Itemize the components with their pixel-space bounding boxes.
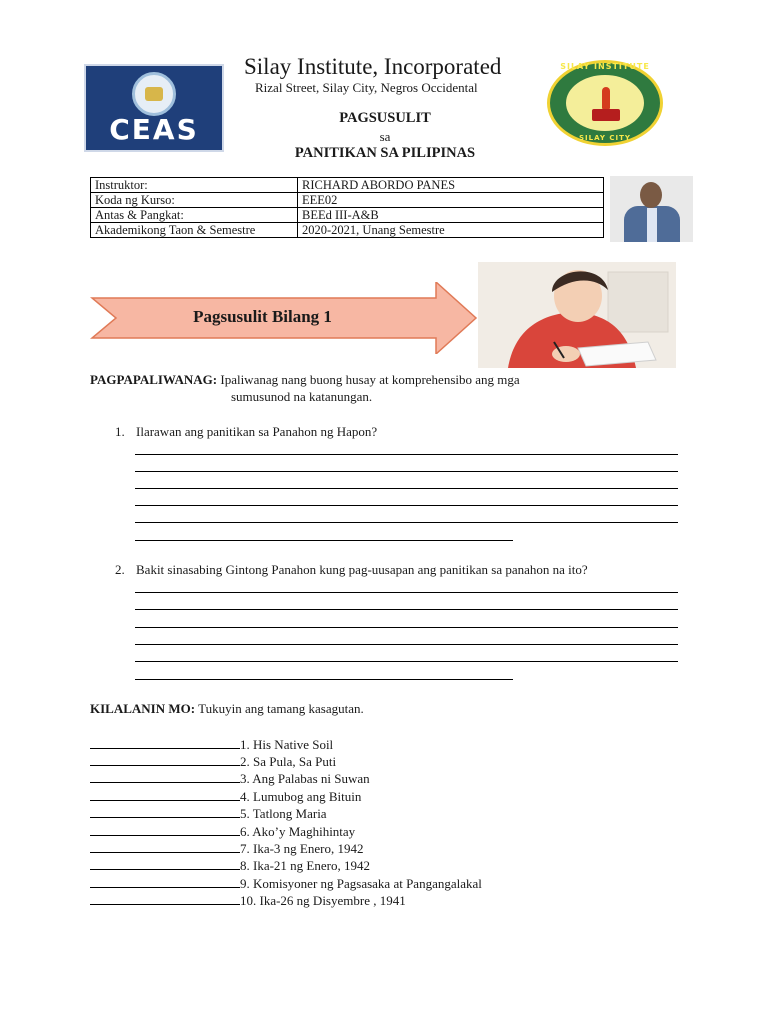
info-label: Antas & Pangkat: xyxy=(91,208,298,223)
photo-shirt xyxy=(647,208,657,242)
answer-line[interactable] xyxy=(135,522,678,523)
identification-text: Tukuyin ang tamang kasagutan. xyxy=(198,701,364,716)
answer-blank[interactable] xyxy=(90,788,240,801)
item-text: 8. Ika-21 ng Enero, 1942 xyxy=(240,858,370,873)
torch-icon xyxy=(602,87,610,109)
item-text: 2. Sa Pula, Sa Puti xyxy=(240,754,337,769)
answer-blank[interactable] xyxy=(90,892,240,905)
answer-blank[interactable] xyxy=(90,823,240,836)
item-text: 6. Ako’y Maghihintay xyxy=(240,824,356,839)
subject-title: PANITIKAN SA PILIPINAS xyxy=(294,145,476,161)
info-label: Koda ng Kurso: xyxy=(91,193,298,208)
question-text: Ilarawan ang panitikan sa Panahon ng Hapon? xyxy=(136,424,378,439)
list-item xyxy=(90,805,327,822)
ceas-logo xyxy=(84,64,224,152)
identification-heading: KILALANIN MO: xyxy=(90,701,196,716)
quiz-title: PAGSUSULIT xyxy=(339,110,431,126)
answer-line[interactable] xyxy=(135,592,678,593)
list-item xyxy=(90,892,406,909)
list-item xyxy=(90,840,363,857)
book-icon xyxy=(592,109,620,121)
seal-text-top: SILAY INSTITUTE xyxy=(560,62,650,71)
photo-head xyxy=(640,182,662,208)
list-item xyxy=(90,770,370,787)
instructor-photo xyxy=(610,176,693,242)
answer-blank[interactable] xyxy=(90,770,240,783)
item-text: 5. Tatlong Maria xyxy=(240,806,327,821)
ceas-logo-text: CEAS xyxy=(109,113,199,146)
instructions-heading: PAGPAPALIWANAG: xyxy=(90,372,218,387)
question-number: 2. xyxy=(115,562,125,577)
identification-instructions xyxy=(90,701,364,717)
answer-line[interactable] xyxy=(135,454,678,455)
answer-blank[interactable] xyxy=(90,857,240,870)
info-row xyxy=(91,208,604,223)
answer-line[interactable] xyxy=(135,661,678,662)
item-text: 3. Ang Palabas ni Suwan xyxy=(240,771,370,786)
instructions-line-1 xyxy=(90,372,520,388)
banner-label: Pagsusulit Bilang 1 xyxy=(193,307,332,326)
seal-text-bottom: SILAY CITY xyxy=(579,134,631,142)
list-item xyxy=(90,753,336,770)
answer-blank[interactable] xyxy=(90,840,240,853)
answer-line[interactable] xyxy=(135,540,513,541)
info-value: 2020-2021, Unang Semestre xyxy=(298,223,604,238)
item-text: 4. Lumubog ang Bituin xyxy=(240,789,362,804)
instructions-text: Ipaliwanag nang buong husay at komprehensibo ang mga xyxy=(220,372,520,387)
info-value: BEEd III-A&B xyxy=(298,208,604,223)
item-text: 9. Komisyoner ng Pagsasaka at Pangangalakal xyxy=(240,876,482,891)
info-row xyxy=(91,178,604,193)
info-row xyxy=(91,223,604,238)
list-item xyxy=(90,823,355,840)
list-item xyxy=(90,875,482,892)
info-label: Akademikong Taon & Semestre xyxy=(91,223,298,238)
instructions-line-2: sumusunod na katanungan. xyxy=(231,389,373,404)
answer-blank[interactable] xyxy=(90,753,240,766)
info-row xyxy=(91,193,604,208)
item-text: 1. His Native Soil xyxy=(240,737,334,752)
answer-blank[interactable] xyxy=(90,875,240,888)
info-value: RICHARD ABORDO PANES xyxy=(298,178,604,193)
school-address: Rizal Street, Silay City, Negros Occidental xyxy=(255,80,478,95)
answer-blank[interactable] xyxy=(90,736,240,749)
answer-line[interactable] xyxy=(135,488,678,489)
course-info-table xyxy=(90,177,604,238)
school-seal-logo xyxy=(547,60,663,146)
info-value: EEE02 xyxy=(298,193,604,208)
list-item xyxy=(90,857,370,874)
question-text: Bakit sinasabing Gintong Panahon kung pag-uusapan ang panitikan sa panahon na ito? xyxy=(136,562,588,577)
seal-inner xyxy=(564,73,646,133)
item-text: 10. Ika-26 ng Disyembre , 1941 xyxy=(240,893,406,908)
school-name: Silay Institute, Incorporated xyxy=(244,54,502,79)
question-number: 1. xyxy=(115,424,125,439)
answer-line[interactable] xyxy=(135,609,678,610)
list-item xyxy=(90,788,361,805)
answer-line[interactable] xyxy=(135,471,678,472)
list-item xyxy=(90,736,333,753)
student-writing-illustration xyxy=(478,262,676,368)
answer-line[interactable] xyxy=(135,627,678,628)
answer-blank[interactable] xyxy=(90,805,240,818)
answer-line[interactable] xyxy=(135,644,678,645)
info-label: Instruktor: xyxy=(91,178,298,193)
ceas-emblem-icon xyxy=(132,72,176,116)
quiz-title-connector: sa xyxy=(379,129,391,144)
answer-line[interactable] xyxy=(135,679,513,680)
answer-line[interactable] xyxy=(135,505,678,506)
item-text: 7. Ika-3 ng Enero, 1942 xyxy=(240,841,364,856)
